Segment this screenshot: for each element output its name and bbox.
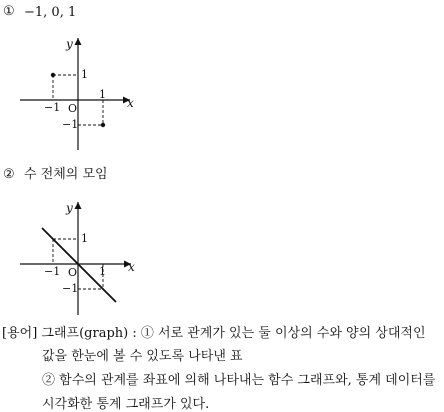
item1-text: −1, 0, 1 bbox=[24, 5, 77, 20]
graph1-y-label: y bbox=[66, 37, 73, 51]
graph2-tick-x1: 1 bbox=[99, 265, 106, 278]
graph1-tick-xm1: −1 bbox=[44, 101, 61, 114]
graph2-x-label: x bbox=[128, 260, 135, 274]
graph2-tick-xm1: −1 bbox=[44, 265, 61, 278]
graph2-origin: O bbox=[68, 266, 78, 279]
definition-line4: 시각화한 통계 그래프가 있다. bbox=[42, 397, 210, 412]
definition-line2: 값을 한눈에 볼 수 있도록 나타낸 표 bbox=[42, 349, 243, 364]
item2-text: 수 전체의 모임 bbox=[24, 167, 108, 182]
definition-line1: ① 서로 관계가 있는 둘 이상의 수와 양의 상대적인 bbox=[140, 326, 426, 341]
definition-tag: [용어] bbox=[2, 326, 38, 341]
item1-marker: ① bbox=[3, 4, 15, 19]
graph2-tick-ym1: −1 bbox=[62, 282, 79, 295]
graph1-x-label: x bbox=[127, 96, 134, 110]
graph1-tick-ym1: −1 bbox=[62, 118, 79, 131]
graph1-tick-x1: 1 bbox=[99, 88, 106, 101]
definition-term: 그래프(graph) : bbox=[41, 326, 137, 341]
graph1-tick-y1: 1 bbox=[81, 68, 88, 81]
graph1-origin: O bbox=[68, 102, 78, 115]
item2-marker: ② bbox=[3, 167, 15, 182]
graph2-y-label: y bbox=[66, 201, 73, 215]
definition-line3: ② 함수의 관계를 좌표에 의해 나타내는 함수 그래프와, 통계 데이터를 bbox=[42, 373, 436, 388]
graph2-tick-y1: 1 bbox=[81, 232, 88, 245]
